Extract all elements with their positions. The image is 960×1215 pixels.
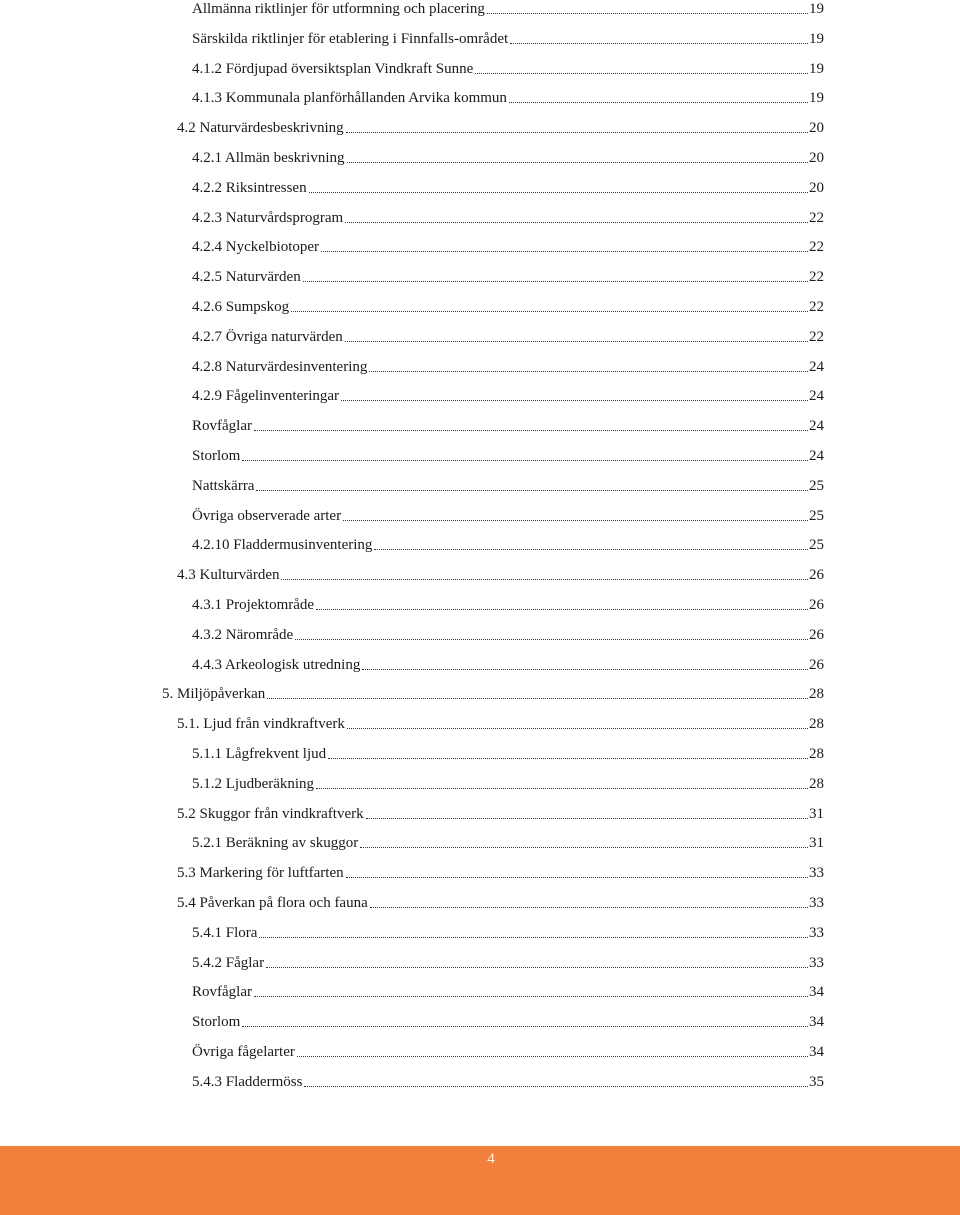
toc-dot-leader: [254, 430, 808, 431]
toc-dot-leader: [370, 907, 808, 908]
toc-entry[interactable]: [192, 1009, 824, 1031]
toc-dot-leader: [347, 162, 809, 163]
toc-entry[interactable]: [177, 115, 824, 137]
toc-entry-title: Rovfåglar: [192, 984, 252, 1001]
toc-entry-title: 5.4.1 Flora: [192, 924, 258, 941]
toc-dot-leader: [316, 609, 808, 610]
toc-entry-page: 25: [809, 477, 824, 494]
toc-dot-leader: [259, 937, 808, 938]
toc-dot-leader: [291, 311, 808, 312]
toc-entry-page: 26: [809, 567, 824, 584]
toc-entry-title: 4.2.4 Nyckelbiotoper: [192, 239, 320, 256]
toc-dot-leader: [295, 639, 808, 640]
toc-entry[interactable]: [177, 801, 824, 823]
toc-entry[interactable]: [192, 205, 824, 227]
toc-entry-title: 5.1. Ljud från vindkraftverk: [177, 716, 345, 733]
toc-dot-leader: [316, 788, 808, 789]
toc-entry-title: 5.4.2 Fåglar: [192, 954, 265, 971]
toc-entry[interactable]: [192, 383, 824, 405]
toc-entry[interactable]: [192, 652, 824, 674]
toc-dot-leader: [374, 549, 808, 550]
toc-dot-leader: [369, 371, 808, 372]
toc-entry[interactable]: [177, 711, 824, 733]
page-number: 4: [487, 1151, 495, 1167]
toc-entry-title: Storlom: [192, 1014, 241, 1031]
toc-entry-page: 31: [809, 805, 824, 822]
toc-entry-page: 33: [809, 954, 824, 971]
toc-entry[interactable]: [192, 979, 824, 1001]
toc-entry-title: Rovfåglar: [192, 418, 252, 435]
toc-entry[interactable]: [192, 741, 824, 763]
toc-dot-leader: [343, 520, 808, 521]
toc-entry-page: 33: [809, 924, 824, 941]
toc-entry-title: 4.2.10 Fladdermusinventering: [192, 537, 373, 554]
toc-dot-leader: [366, 818, 808, 819]
toc-entry-page: 26: [809, 626, 824, 643]
toc-dot-leader: [328, 758, 808, 759]
toc-entry-title: 4.2.7 Övriga naturvärden: [192, 328, 343, 345]
toc-dot-leader: [321, 251, 808, 252]
toc-dot-leader: [346, 132, 808, 133]
toc-entry-title: 4.2 Naturvärdesbeskrivning: [177, 120, 344, 137]
toc-entry[interactable]: [192, 950, 824, 972]
toc-entry-page: 34: [809, 984, 824, 1001]
toc-entry-title: Allmänna riktlinjer för utformning och placering: [192, 1, 485, 17]
toc-entry-page: 19: [809, 1, 824, 17]
toc-entry-title: Övriga fågelarter: [192, 1044, 295, 1060]
toc-entry[interactable]: [177, 890, 824, 912]
toc-entry[interactable]: [192, 56, 824, 78]
toc-dot-leader: [345, 341, 808, 342]
toc-dot-leader: [345, 222, 808, 223]
toc-entry-page: 28: [809, 775, 824, 792]
toc-entry-page: 20: [809, 150, 824, 166]
toc-entry[interactable]: [192, 592, 824, 614]
toc-entry-page: 20: [809, 179, 824, 196]
toc-dot-leader: [347, 728, 808, 729]
toc-entry[interactable]: [192, 503, 824, 525]
toc-dot-leader: [341, 400, 808, 401]
toc-entry-page: 31: [809, 835, 824, 852]
toc-entry[interactable]: [162, 681, 824, 703]
toc-entry-page: 28: [809, 716, 824, 733]
toc-entry-page: 24: [809, 418, 824, 435]
toc-entry[interactable]: [192, 354, 824, 376]
toc-dot-leader: [346, 877, 808, 878]
toc-entry-page: 24: [809, 388, 824, 405]
toc-entry-title: 4.2.6 Sumpskog: [192, 299, 290, 315]
toc-dot-leader: [266, 967, 808, 968]
toc-dot-leader: [303, 281, 808, 282]
toc-entry-title: 4.1.3 Kommunala planförhållanden Arvika kommun: [192, 90, 507, 107]
toc-entry-title: 5. Miljöpåverkan: [162, 686, 266, 703]
toc-entry[interactable]: [192, 0, 824, 18]
toc-entry[interactable]: [192, 473, 824, 495]
toc-entry-title: 4.3.2 Närområde: [192, 626, 294, 643]
toc-dot-leader: [304, 1086, 808, 1087]
toc-entry[interactable]: [192, 294, 824, 316]
toc-dot-leader: [360, 847, 808, 848]
toc-entry[interactable]: [177, 860, 824, 882]
toc-entry[interactable]: [192, 324, 824, 346]
toc-entry[interactable]: [192, 145, 824, 167]
toc-entry-title: 5.3 Markering för luftfarten: [177, 865, 344, 882]
toc-dot-leader: [362, 669, 808, 670]
toc-entry-title: 4.2.1 Allmän beskrivning: [192, 150, 345, 166]
toc-entry-page: 35: [809, 1073, 824, 1090]
toc-dot-leader: [254, 996, 808, 997]
toc-entry-title: 4.3 Kulturvärden: [177, 567, 280, 584]
toc-dot-leader: [509, 102, 808, 103]
toc-entry-title: 5.4 Påverkan på flora och fauna: [177, 895, 368, 911]
toc-entry[interactable]: [192, 85, 824, 107]
toc-entry-page: 34: [809, 1044, 824, 1060]
toc-entry-title: 5.4.3 Fladdermöss: [192, 1073, 303, 1090]
toc-dot-leader: [242, 460, 808, 461]
toc-entry[interactable]: [192, 264, 824, 286]
toc-dot-leader: [487, 13, 808, 14]
toc-entry-title: Nattskärra: [192, 477, 255, 494]
toc-entry-title: 4.3.1 Projektområde: [192, 597, 315, 613]
toc-entry-title: 4.2.9 Fågelinventeringar: [192, 388, 340, 405]
toc-entry-page: 19: [809, 60, 824, 77]
toc-entry-page: 22: [809, 209, 824, 226]
toc-dot-leader: [256, 490, 808, 491]
toc-entry[interactable]: [192, 622, 824, 644]
toc-entry[interactable]: [192, 175, 824, 197]
toc-entry-page: 22: [809, 269, 824, 286]
toc-entry-title: 5.1.1 Lågfrekvent ljud: [192, 746, 327, 762]
toc-entry-title: 5.2.1 Beräkning av skuggor: [192, 835, 359, 852]
toc-entry-title: 4.4.3 Arkeologisk utredning: [192, 656, 361, 673]
toc-dot-leader: [475, 73, 808, 74]
toc-entry[interactable]: [192, 920, 824, 942]
toc-entry-page: 34: [809, 1014, 824, 1031]
toc-entry[interactable]: [192, 1069, 824, 1091]
toc-entry[interactable]: [177, 562, 824, 584]
toc-entry-title: 5.1.2 Ljudberäkning: [192, 775, 315, 792]
toc-entry[interactable]: [192, 532, 824, 554]
toc-entry[interactable]: [192, 1039, 824, 1061]
toc-entry-title: 5.2 Skuggor från vindkraftverk: [177, 805, 364, 822]
toc-entry-page: 24: [809, 358, 824, 375]
toc-entry[interactable]: [192, 413, 824, 435]
toc-entry-page: 22: [809, 328, 824, 345]
toc-entry-page: 24: [809, 448, 824, 464]
toc-entry-page: 19: [809, 30, 824, 47]
toc-entry-title: Övriga observerade arter: [192, 507, 342, 524]
toc-entry-title: 4.1.2 Fördjupad översiktsplan Vindkraft Sunne: [192, 60, 474, 77]
toc-entry-page: 19: [809, 90, 824, 107]
toc-entry-page: 25: [809, 507, 824, 524]
toc-entry-page: 26: [809, 656, 824, 673]
toc-entry-page: 26: [809, 597, 824, 613]
toc-dot-leader: [267, 698, 808, 699]
toc-entry-title: 4.2.3 Naturvårdsprogram: [192, 209, 344, 226]
toc-entry[interactable]: [192, 443, 824, 465]
toc-entry-title: Storlom: [192, 448, 241, 464]
toc-entry-page: 28: [809, 746, 824, 762]
toc-entry[interactable]: [192, 771, 824, 793]
toc-entry-title: 4.2.8 Naturvärdesinventering: [192, 358, 368, 375]
toc-entry[interactable]: [192, 830, 824, 852]
toc-dot-leader: [510, 43, 808, 44]
toc-entry-page: 22: [809, 299, 824, 315]
toc-entry-title: 4.2.2 Riksintressen: [192, 179, 307, 196]
toc-dot-leader: [242, 1026, 808, 1027]
toc-entry-page: 33: [809, 895, 824, 911]
toc-entry-page: 28: [809, 686, 824, 703]
toc-entry-title: Särskilda riktlinjer för etablering i Finnfalls-området: [192, 30, 509, 47]
toc-entry-page: 25: [809, 537, 824, 554]
toc-entry[interactable]: [192, 26, 824, 48]
toc-entry-page: 22: [809, 239, 824, 256]
toc-entry[interactable]: [192, 234, 824, 256]
toc-entry-title: 4.2.5 Naturvärden: [192, 269, 301, 286]
toc-dot-leader: [309, 192, 808, 193]
toc-entry-page: 20: [809, 120, 824, 137]
toc-dot-leader: [297, 1056, 808, 1057]
toc-entry-page: 33: [809, 865, 824, 882]
toc-dot-leader: [281, 579, 808, 580]
